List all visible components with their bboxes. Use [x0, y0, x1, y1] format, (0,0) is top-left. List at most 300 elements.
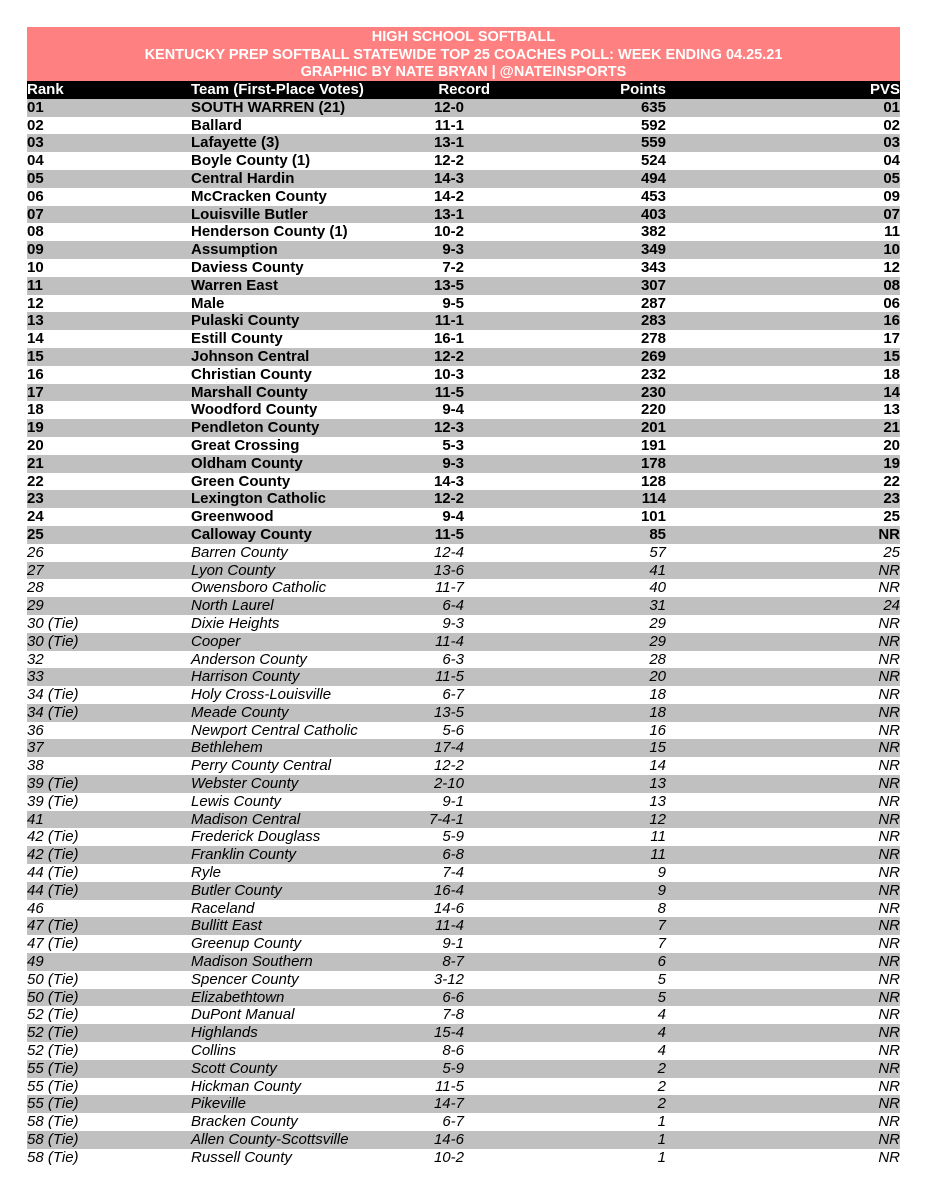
- banner-line-3: GRAPHIC BY NATE BRYAN | @NATEINSPORTS: [300, 64, 627, 80]
- table-row: [27, 1006, 900, 1024]
- cell-points: 9: [657, 881, 666, 899]
- cell-points: 230: [640, 383, 666, 401]
- cell-team: Collins: [191, 1042, 237, 1060]
- cell-record: 14-3: [433, 169, 464, 187]
- cell-record: 5-9: [442, 1059, 464, 1077]
- cell-record: 13-6: [433, 561, 464, 579]
- cell-points: 2: [657, 1077, 666, 1095]
- header-pvs: PVS: [869, 81, 900, 98]
- cell-pvs: 14: [883, 383, 900, 401]
- cell-pvs: NR: [878, 1113, 900, 1131]
- cell-pvs: 05: [883, 169, 900, 187]
- table-row: [27, 953, 900, 971]
- cell-pvs: NR: [878, 935, 900, 953]
- cell-pvs: 17: [883, 330, 900, 348]
- cell-team: Bullitt East: [191, 917, 262, 935]
- table-row: [27, 651, 900, 669]
- table-row: [27, 312, 900, 330]
- cell-points: 31: [649, 597, 666, 615]
- table-row: [27, 757, 900, 775]
- cell-team: Perry County Central: [191, 757, 332, 775]
- cell-team: Lewis County: [191, 792, 282, 810]
- cell-rank: 52 (Tie): [27, 1024, 79, 1042]
- column-header-row: [27, 81, 900, 99]
- cell-team: Anderson County: [191, 650, 307, 668]
- cell-record: 7-8: [442, 1006, 464, 1024]
- table-row: [27, 793, 900, 811]
- cell-rank: 04: [27, 152, 44, 170]
- cell-points: 6: [657, 953, 666, 971]
- cell-pvs: NR: [878, 614, 900, 632]
- cell-points: 16: [649, 721, 666, 739]
- table-row: [27, 739, 900, 757]
- cell-record: 9-1: [442, 792, 464, 810]
- cell-team: Frederick Douglass: [191, 828, 321, 846]
- table-row: [27, 259, 900, 277]
- table-row: [27, 241, 900, 259]
- cell-points: 403: [640, 205, 666, 223]
- cell-points: 12: [649, 810, 666, 828]
- cell-points: 494: [640, 169, 666, 187]
- cell-record: 7-4-1: [428, 810, 464, 828]
- cell-rank: 05: [27, 169, 44, 187]
- cell-team: Bracken County: [191, 1113, 298, 1131]
- cell-pvs: 13: [883, 401, 900, 419]
- cell-points: 4: [657, 1006, 666, 1024]
- table-row: [27, 1060, 900, 1078]
- table-row: [27, 170, 900, 188]
- cell-record: 16-1: [433, 330, 464, 348]
- cell-points: 191: [640, 436, 666, 454]
- cell-rank: 14: [27, 330, 44, 348]
- cell-pvs: 16: [883, 312, 900, 330]
- table-row: [27, 1042, 900, 1060]
- cell-rank: 44 (Tie): [27, 881, 79, 899]
- cell-rank: 42 (Tie): [27, 828, 79, 846]
- cell-pvs: NR: [878, 1024, 900, 1042]
- cell-rank: 39 (Tie): [27, 792, 79, 810]
- cell-record: 11-1: [434, 312, 464, 330]
- cell-rank: 24: [27, 508, 44, 526]
- cell-record: 6-3: [442, 650, 464, 668]
- cell-points: 269: [640, 347, 666, 365]
- table-row: [27, 1113, 900, 1131]
- cell-rank: 42 (Tie): [27, 846, 79, 864]
- cell-record: 9-3: [442, 454, 464, 472]
- table-row: [27, 455, 900, 473]
- cell-team: Lyon County: [191, 561, 275, 579]
- cell-pvs: NR: [878, 988, 900, 1006]
- cell-pvs: 06: [883, 294, 900, 312]
- table-row: [27, 1078, 900, 1096]
- table-row: [27, 579, 900, 597]
- cell-team: Raceland: [191, 899, 255, 917]
- cell-rank: 30 (Tie): [27, 614, 79, 632]
- cell-record: 14-6: [433, 899, 464, 917]
- cell-points: 559: [640, 134, 666, 152]
- cell-points: 1: [657, 1131, 666, 1149]
- cell-points: 343: [640, 258, 666, 276]
- cell-pvs: 19: [883, 454, 900, 472]
- cell-points: 41: [649, 561, 666, 579]
- cell-team: Lafayette (3): [191, 134, 280, 152]
- cell-rank: 10: [27, 258, 44, 276]
- cell-record: 17-4: [433, 739, 464, 757]
- cell-team: Pulaski County: [191, 312, 300, 330]
- cell-record: 8-6: [442, 1042, 464, 1060]
- cell-team: Pendleton County: [191, 419, 320, 437]
- cell-record: 11-5: [435, 668, 464, 686]
- cell-record: 11-7: [435, 579, 464, 597]
- cell-team: Hickman County: [191, 1077, 302, 1095]
- cell-rank: 09: [27, 241, 44, 259]
- cell-rank: 49: [27, 953, 44, 971]
- cell-team: Woodford County: [191, 401, 318, 419]
- table-row: [27, 206, 900, 224]
- cell-record: 9-3: [442, 241, 464, 259]
- cell-rank: 13: [27, 312, 44, 330]
- table-row: [27, 437, 900, 455]
- table-row: [27, 882, 900, 900]
- cell-points: 28: [649, 650, 666, 668]
- banner-line-2: KENTUCKY PREP SOFTBALL STATEWIDE TOP 25 COACHES POLL: WEEK ENDING 04.25.21: [144, 46, 783, 63]
- cell-points: 592: [640, 116, 666, 134]
- cell-record: 5-6: [442, 721, 464, 739]
- cell-points: 307: [640, 276, 666, 294]
- cell-record: 15-4: [433, 1024, 464, 1042]
- cell-points: 278: [640, 330, 666, 348]
- cell-rank: 47 (Tie): [27, 935, 79, 953]
- cell-record: 11-4: [435, 917, 464, 935]
- cell-pvs: NR: [878, 1006, 900, 1024]
- cell-pvs: 23: [883, 490, 900, 508]
- cell-points: 232: [640, 365, 666, 383]
- cell-record: 12-0: [433, 98, 464, 116]
- table-row: [27, 971, 900, 989]
- cell-points: 5: [657, 970, 666, 988]
- cell-record: 10-2: [433, 1148, 464, 1166]
- table-row: [27, 1149, 900, 1167]
- table-row: [27, 668, 900, 686]
- cell-rank: 27: [27, 561, 44, 579]
- cell-record: 13-5: [433, 276, 464, 294]
- cell-points: 9: [657, 864, 666, 882]
- table-row: [27, 419, 900, 437]
- cell-points: 15: [649, 739, 666, 757]
- table-row: [27, 775, 900, 793]
- cell-rank: 38: [27, 757, 44, 775]
- table-row: [27, 223, 900, 241]
- table-row: [27, 935, 900, 953]
- cell-record: 14-7: [433, 1095, 464, 1113]
- cell-pvs: 03: [883, 134, 900, 152]
- cell-pvs: NR: [878, 1059, 900, 1077]
- cell-pvs: NR: [878, 846, 900, 864]
- cell-points: 1: [657, 1148, 666, 1166]
- table-row: [27, 1131, 900, 1149]
- cell-record: 12-2: [433, 757, 464, 775]
- cell-rank: 15: [27, 347, 44, 365]
- cell-points: 128: [640, 472, 666, 490]
- table-row: [27, 188, 900, 206]
- cell-rank: 28: [27, 579, 44, 597]
- cell-record: 6-7: [442, 1113, 464, 1131]
- cell-team: Marshall County: [191, 383, 308, 401]
- cell-pvs: NR: [878, 1042, 900, 1060]
- cell-points: 4: [657, 1024, 666, 1042]
- cell-team: Calloway County: [191, 525, 312, 543]
- cell-pvs: NR: [878, 579, 900, 597]
- header-team: Team (First-Place Votes): [191, 81, 364, 98]
- cell-rank: 21: [27, 454, 44, 472]
- cell-record: 14-6: [433, 1131, 464, 1149]
- cell-rank: 58 (Tie): [27, 1113, 79, 1131]
- cell-rank: 32: [27, 650, 44, 668]
- cell-record: 9-4: [442, 508, 464, 526]
- cell-rank: 55 (Tie): [27, 1059, 79, 1077]
- cell-rank: 06: [27, 187, 44, 205]
- cell-team: Elizabethtown: [191, 988, 285, 1006]
- poll-sheet: [27, 27, 900, 1167]
- cell-team: Estill County: [191, 330, 283, 348]
- cell-record: 9-3: [442, 614, 464, 632]
- cell-points: 13: [649, 775, 666, 793]
- cell-team: Oldham County: [191, 454, 303, 472]
- cell-points: 85: [649, 525, 666, 543]
- cell-team: Ballard: [191, 116, 242, 134]
- cell-record: 9-4: [442, 401, 464, 419]
- cell-rank: 25: [27, 525, 44, 543]
- cell-team: Meade County: [191, 703, 289, 721]
- cell-pvs: 15: [883, 347, 900, 365]
- cell-pvs: NR: [878, 1077, 900, 1095]
- cell-pvs: NR: [878, 864, 900, 882]
- cell-team: McCracken County: [191, 187, 327, 205]
- cell-team: SOUTH WARREN (21): [191, 98, 346, 116]
- cell-team: Central Hardin: [191, 169, 295, 187]
- cell-team: Assumption: [191, 241, 278, 259]
- cell-record: 13-1: [433, 205, 464, 223]
- header-record: Record: [438, 81, 490, 98]
- cell-record: 11-5: [435, 1077, 464, 1095]
- cell-team: Boyle County (1): [191, 152, 311, 170]
- cell-team: Male: [191, 294, 225, 312]
- table-row: [27, 330, 900, 348]
- cell-pvs: NR: [878, 1131, 900, 1149]
- cell-rank: 58 (Tie): [27, 1131, 79, 1149]
- table-row: [27, 597, 900, 615]
- table-row: [27, 562, 900, 580]
- table-row: [27, 633, 900, 651]
- cell-record: 6-6: [442, 988, 464, 1006]
- cell-pvs: NR: [878, 739, 900, 757]
- table-row: [27, 508, 900, 526]
- cell-points: 5: [657, 988, 666, 1006]
- cell-pvs: NR: [878, 899, 900, 917]
- cell-record: 7-4: [442, 864, 464, 882]
- cell-points: 11: [650, 846, 666, 864]
- cell-points: 7: [657, 935, 666, 953]
- header-points: Points: [620, 81, 666, 98]
- cell-rank: 19: [27, 419, 44, 437]
- cell-pvs: NR: [878, 1095, 900, 1113]
- cell-team: Russell County: [191, 1148, 292, 1166]
- cell-record: 14-3: [433, 472, 464, 490]
- cell-points: 524: [640, 152, 666, 170]
- cell-points: 11: [650, 828, 666, 846]
- cell-points: 349: [640, 241, 666, 259]
- cell-team: Franklin County: [191, 846, 297, 864]
- cell-team: Cooper: [191, 632, 241, 650]
- cell-points: 382: [640, 223, 666, 241]
- cell-points: 29: [649, 632, 666, 650]
- table-row: [27, 828, 900, 846]
- cell-team: Madison Central: [191, 810, 301, 828]
- cell-team: Madison Southern: [191, 953, 313, 971]
- table-row: [27, 864, 900, 882]
- table-row: [27, 989, 900, 1007]
- table-row: [27, 1024, 900, 1042]
- cell-pvs: NR: [878, 810, 900, 828]
- cell-pvs: NR: [878, 686, 900, 704]
- table-row: [27, 152, 900, 170]
- cell-points: 2: [657, 1095, 666, 1113]
- table-row: [27, 722, 900, 740]
- cell-pvs: 08: [883, 276, 900, 294]
- cell-record: 3-12: [433, 970, 464, 988]
- cell-team: Louisville Butler: [191, 205, 308, 223]
- header-rank: Rank: [27, 81, 64, 98]
- cell-team: Pikeville: [191, 1095, 247, 1113]
- cell-rank: 50 (Tie): [27, 970, 79, 988]
- cell-rank: 46: [27, 899, 44, 917]
- cell-pvs: 11: [884, 223, 900, 241]
- cell-pvs: NR: [878, 828, 900, 846]
- cell-record: 12-3: [433, 419, 464, 437]
- cell-team: Owensboro Catholic: [191, 579, 327, 597]
- cell-record: 11-5: [434, 383, 464, 401]
- cell-pvs: 18: [883, 365, 900, 383]
- cell-pvs: NR: [878, 1148, 900, 1166]
- cell-record: 5-9: [442, 828, 464, 846]
- cell-rank: 11: [27, 276, 43, 294]
- poll-table-body: [27, 99, 900, 1167]
- cell-rank: 37: [27, 739, 44, 757]
- cell-rank: 29: [27, 597, 44, 615]
- cell-points: 13: [649, 792, 666, 810]
- cell-record: 10-2: [433, 223, 464, 241]
- cell-rank: 02: [27, 116, 44, 134]
- cell-record: 14-2: [433, 187, 464, 205]
- cell-pvs: 21: [883, 419, 900, 437]
- cell-record: 6-4: [442, 597, 464, 615]
- cell-team: Greenwood: [191, 508, 274, 526]
- cell-team: Butler County: [191, 881, 282, 899]
- cell-pvs: NR: [878, 650, 900, 668]
- cell-rank: 41: [27, 810, 44, 828]
- cell-pvs: 22: [883, 472, 900, 490]
- cell-rank: 20: [27, 436, 44, 454]
- cell-points: 114: [641, 490, 666, 508]
- cell-pvs: 25: [883, 543, 900, 561]
- cell-record: 12-2: [433, 490, 464, 508]
- table-row: [27, 401, 900, 419]
- cell-pvs: NR: [878, 721, 900, 739]
- cell-points: 7: [657, 917, 666, 935]
- cell-record: 6-7: [442, 686, 464, 704]
- cell-points: 18: [649, 686, 666, 704]
- cell-points: 453: [640, 187, 666, 205]
- cell-points: 1: [657, 1113, 666, 1131]
- table-row: [27, 686, 900, 704]
- cell-points: 2: [657, 1059, 666, 1077]
- cell-team: Dixie Heights: [191, 614, 280, 632]
- cell-pvs: 04: [883, 152, 900, 170]
- table-row: [27, 917, 900, 935]
- cell-team: DuPont Manual: [191, 1006, 295, 1024]
- cell-pvs: NR: [878, 881, 900, 899]
- cell-rank: 52 (Tie): [27, 1006, 79, 1024]
- cell-record: 11-5: [434, 525, 464, 543]
- cell-pvs: NR: [878, 525, 900, 543]
- cell-rank: 58 (Tie): [27, 1148, 79, 1166]
- cell-pvs: NR: [878, 757, 900, 775]
- cell-pvs: 10: [883, 241, 900, 259]
- cell-rank: 39 (Tie): [27, 775, 79, 793]
- cell-team: Highlands: [191, 1024, 258, 1042]
- cell-rank: 50 (Tie): [27, 988, 79, 1006]
- cell-points: 8: [657, 899, 666, 917]
- cell-record: 10-3: [433, 365, 464, 383]
- cell-pvs: 12: [883, 258, 900, 276]
- table-row: [27, 117, 900, 135]
- cell-rank: 36: [27, 721, 44, 739]
- cell-pvs: 20: [883, 436, 900, 454]
- cell-record: 12-2: [433, 347, 464, 365]
- cell-team: Green County: [191, 472, 291, 490]
- cell-team: Newport Central Catholic: [191, 721, 358, 739]
- cell-record: 6-8: [442, 846, 464, 864]
- cell-team: Henderson County (1): [191, 223, 348, 241]
- cell-team: North Laurel: [191, 597, 274, 615]
- cell-points: 14: [649, 757, 666, 775]
- cell-rank: 23: [27, 490, 44, 508]
- banner-line-1: HIGH SCHOOL SOFTBALL: [371, 29, 556, 45]
- cell-team: Greenup County: [191, 935, 302, 953]
- cell-record: 13-5: [433, 703, 464, 721]
- title-banner: [27, 27, 900, 81]
- cell-rank: 55 (Tie): [27, 1077, 79, 1095]
- cell-rank: 01: [27, 98, 44, 116]
- cell-team: Holy Cross-Louisville: [191, 686, 332, 704]
- table-row: [27, 846, 900, 864]
- cell-points: 29: [649, 614, 666, 632]
- cell-points: 220: [640, 401, 666, 419]
- cell-points: 178: [640, 454, 666, 472]
- cell-team: Daviess County: [191, 258, 304, 276]
- cell-rank: 17: [27, 383, 44, 401]
- table-row: [27, 366, 900, 384]
- table-row: [27, 544, 900, 562]
- cell-pvs: 24: [883, 597, 900, 615]
- table-row: [27, 384, 900, 402]
- cell-rank: 12: [27, 294, 44, 312]
- cell-team: Allen County-Scottsville: [191, 1131, 349, 1149]
- cell-pvs: 01: [883, 98, 900, 116]
- cell-points: 57: [649, 543, 666, 561]
- table-row: [27, 277, 900, 295]
- cell-record: 8-7: [442, 953, 464, 971]
